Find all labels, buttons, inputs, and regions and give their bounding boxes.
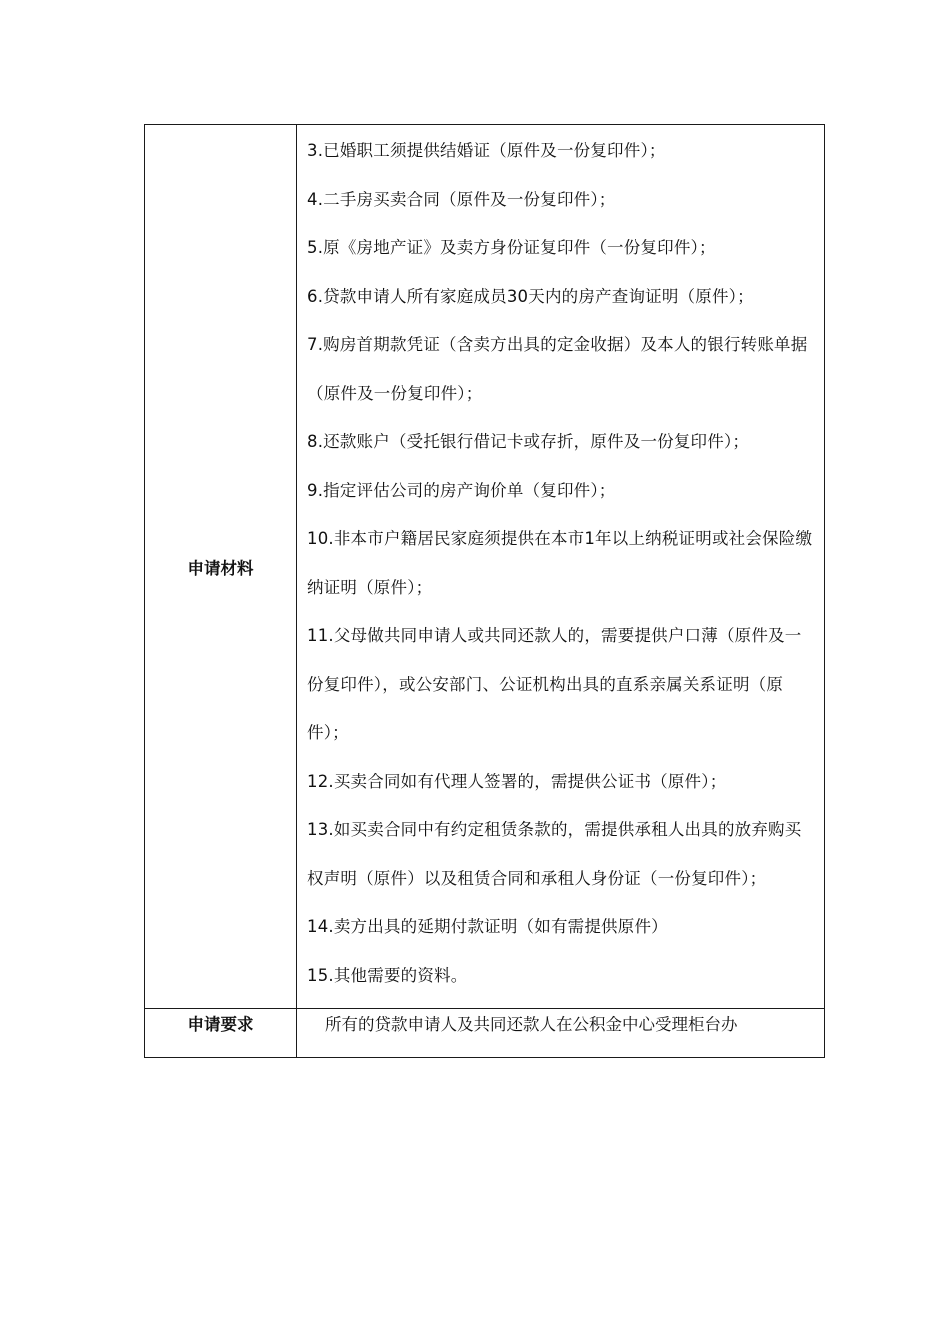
requirements-content-cell — [297, 1009, 825, 1058]
list-item: 13.如买卖合同中有约定租赁条款的，需提供承租人出具的放弃购买权声明（原件）以及租赁合同和承租人身份证（一份复印件）； — [307, 820, 802, 888]
list-item: 14.卖方出具的延期付款证明（如有需提供原件） — [307, 917, 668, 936]
materials-label-cell — [145, 125, 297, 1009]
list-item: 12.买卖合同如有代理人签署的，需提供公证书（原件）； — [307, 771, 727, 791]
requirements-row — [145, 1009, 825, 1058]
list-item: 6.贷款申请人所有家庭成员30天内的房产查询证明（原件）； — [307, 286, 754, 306]
list-item: 4.二手房买卖合同（原件及一份复印件）； — [307, 189, 616, 209]
list-item: 7.购房首期款凭证（含卖方出具的定金收据）及本人的银行转账单据（原件及一份复印件）； — [307, 335, 808, 403]
materials-content-cell — [297, 125, 825, 1009]
list-item: 11.父母做共同申请人或共同还款人的，需要提供户口薄（原件及一份复印件），或公安部门、公证机构出具的直系亲属关系证明（原件）； — [307, 626, 802, 742]
list-item: 15.其他需要的资料。 — [307, 965, 468, 985]
materials-row — [145, 125, 825, 1009]
requirements-label: 申请要求 — [187, 1015, 254, 1034]
materials-list — [307, 127, 816, 1000]
list-item: 10.非本市户籍居民家庭须提供在本市1年以上纳税证明或社会保险缴纳证明（原件）； — [307, 529, 813, 597]
list-item: 3.已婚职工须提供结婚证（原件及一份复印件）； — [307, 141, 666, 160]
materials-label: 申请材料 — [187, 558, 254, 578]
list-item: 8.还款账户（受托银行借记卡或存折，原件及一份复印件）； — [307, 432, 750, 451]
list-item: 5.原《房地产证》及卖方身份证复印件（一份复印件）； — [307, 238, 716, 257]
list-item: 9.指定评估公司的房产询价单（复印件）； — [307, 480, 616, 500]
requirements-text: 所有的贷款申请人及共同还款人在公积金中心受理柜台办 — [325, 1015, 738, 1034]
application-table — [144, 124, 825, 1058]
requirements-label-cell — [145, 1009, 297, 1058]
